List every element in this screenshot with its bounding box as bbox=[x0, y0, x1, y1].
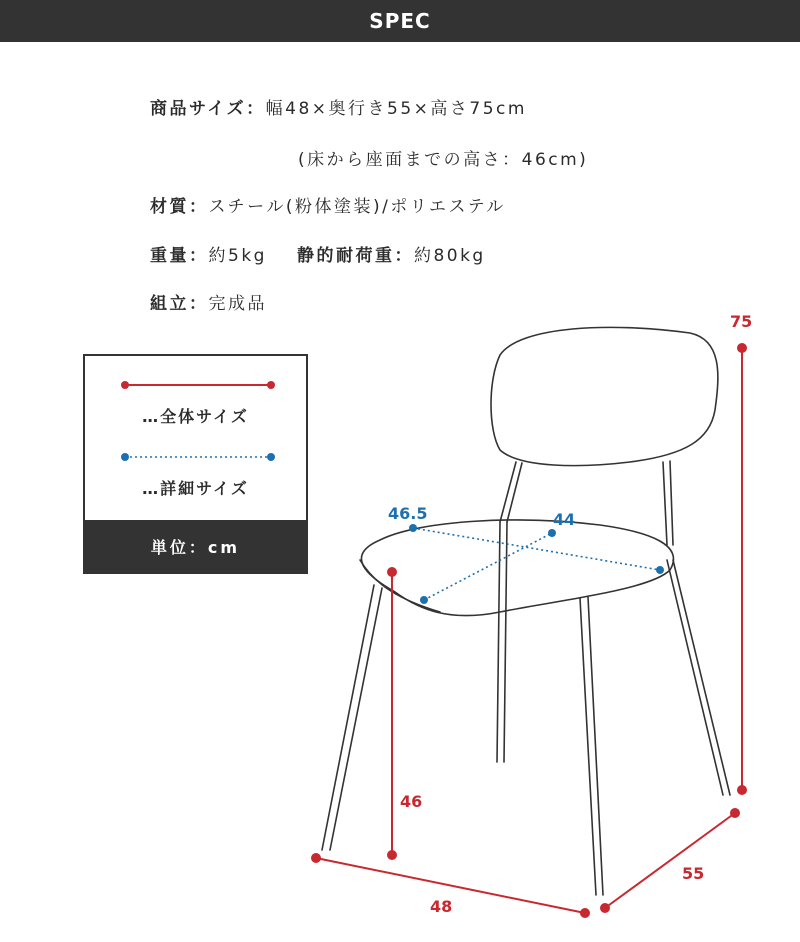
chair-backrest bbox=[491, 327, 718, 465]
material-label: 材質： bbox=[150, 197, 209, 217]
seat-width-dimension-line bbox=[413, 528, 660, 570]
dim-seat-height: 46 bbox=[400, 792, 423, 811]
chair-back-post bbox=[663, 462, 667, 545]
assembly-value: 完成品 bbox=[208, 294, 267, 314]
chair-back-post bbox=[670, 461, 673, 545]
material-value: スチール(粉体塗装)/ポリエステル bbox=[208, 197, 506, 217]
seat-depth-dimension-line bbox=[424, 533, 552, 600]
chair-front-leg bbox=[322, 585, 374, 850]
dim-height: 75 bbox=[730, 312, 753, 331]
load-value: 約80kg bbox=[413, 246, 486, 266]
legend-overall-label: …全体サイズ bbox=[142, 407, 249, 426]
chair-front-leg bbox=[580, 598, 596, 895]
dim-width: 48 bbox=[430, 897, 453, 916]
assembly-label: 組立： bbox=[150, 294, 209, 314]
dim-seat-depth: 44 bbox=[553, 510, 576, 529]
size-value: 幅48×奥行き55×高さ75cm bbox=[265, 99, 527, 119]
chair-seat bbox=[361, 520, 673, 616]
chair-back-leg bbox=[497, 522, 500, 762]
unit-label: 単位：cm bbox=[150, 537, 241, 557]
seat-height-note: (床から座面までの高さ：46cm) bbox=[298, 150, 589, 170]
size-label: 商品サイズ： bbox=[150, 99, 266, 119]
chair-back-post bbox=[507, 463, 522, 522]
spec-title: SPEC bbox=[369, 9, 431, 33]
weight-label: 重量： bbox=[150, 246, 209, 266]
chair-back-leg bbox=[667, 560, 723, 795]
weight-value: 約5kg bbox=[208, 246, 267, 266]
chair-back-leg bbox=[673, 560, 730, 795]
depth-dimension-line bbox=[605, 813, 735, 908]
dim-seat-width: 46.5 bbox=[388, 504, 428, 523]
legend-detail-label: …詳細サイズ bbox=[142, 479, 249, 498]
chair-front-leg bbox=[330, 588, 382, 850]
chair-back-post bbox=[500, 462, 516, 522]
load-label: 静的耐荷重： bbox=[296, 246, 414, 266]
chair-front-leg bbox=[588, 597, 603, 895]
dim-depth: 55 bbox=[682, 864, 705, 883]
